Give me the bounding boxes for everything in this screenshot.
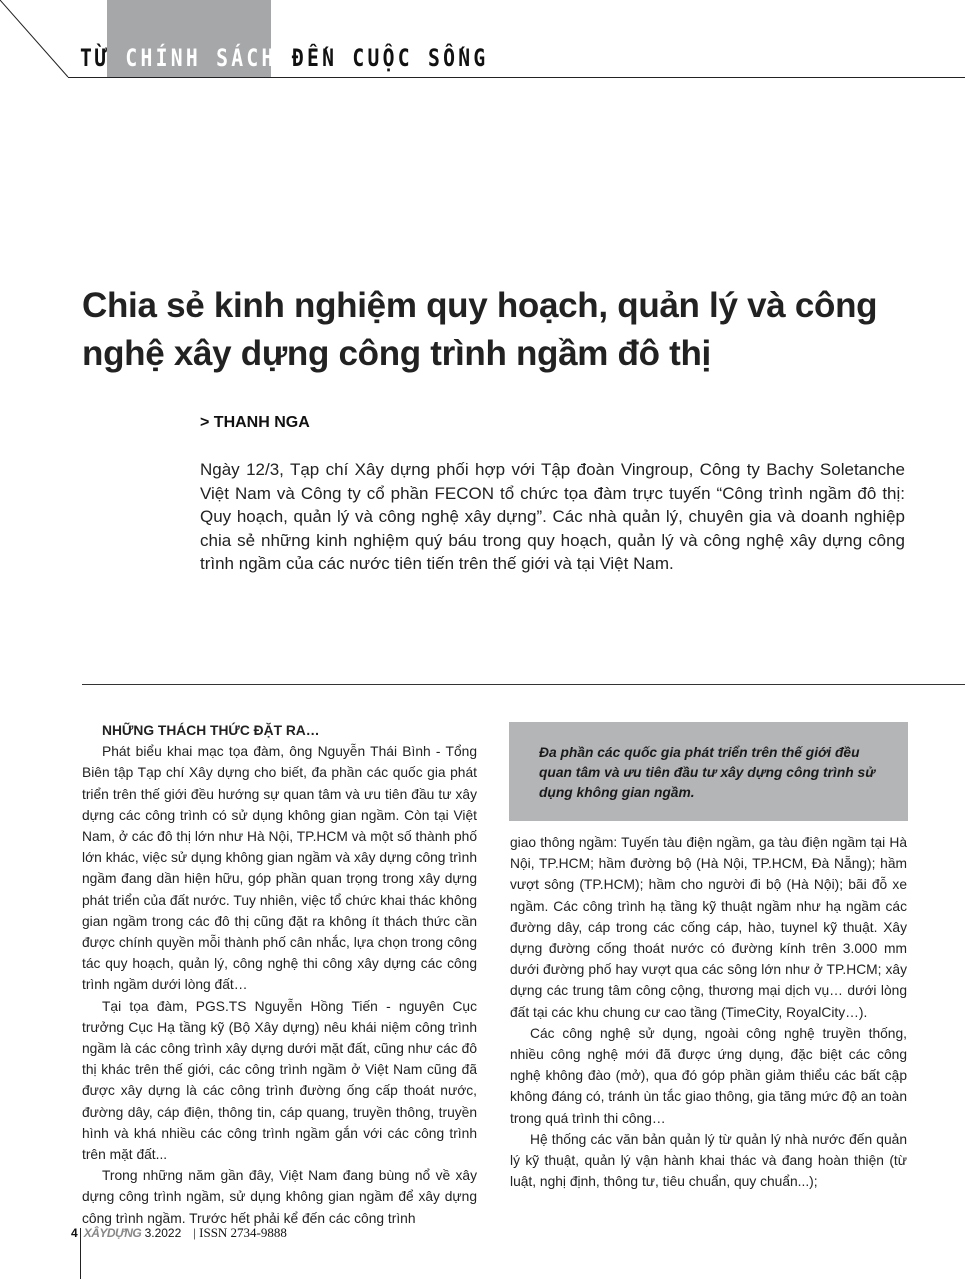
section-pre: TỪ	[80, 44, 111, 72]
subheading: NHỮNG THÁCH THỨC ĐẶT RA…	[102, 723, 320, 738]
paragraph: Phát biểu khai mạc tọa đàm, ông Nguyễn Thái Bình - Tổng Biên tập Tạp chí Xây dựng cho biết, đa phần các quốc gia phát triển trên thế giới đều hướng sự quan tâm và ưu tiên đầu tư xây dựng các công trình có sử dụng không gian ngầm. Còn tại Việt Nam, ở các đô thị lớn như Hà Nội, TP.HCM và một số thành phố lớn khác, việc sử dụng không gian ngầm và xây dựng công trình ngầm đang dần hiện hữu, góp phần quan trọng trong xây dựng phát triển của đất nước. Tuy nhiên, việc tổ chức khai thác không gian ngầm trong các đô thị cũng đặt ra không ít thách thức cần được chính quyền mỗi thành phố cân nhắc, lựa chọn trong công tác quy hoạch, quản lý, công nghệ thi công xây dựng các công trình ngầm dưới lòng đất…	[82, 744, 477, 993]
issn: | ISSN 2734-9888	[193, 1225, 287, 1240]
header-diagonal-line	[0, 0, 70, 80]
pull-quote: Đa phần các quốc gia phát triển trên thế giới đều quan tâm và ưu tiên đầu tư xây dựng công trình sử dụng không gian ngầm.	[509, 722, 908, 821]
paragraph: Các công nghệ sử dụng, ngoài công nghệ truyền thống, nhiều công nghệ mới đã được ứng dụng, đặc biệt các công nghệ không đào (mở), qua đó góp phần giảm thiểu các bất cập không đáng có, tránh ùn tắc giao thông, gia tăng mức độ an toàn trong quá trình thi công…	[510, 1025, 907, 1126]
right-column	[510, 832, 907, 1192]
paragraph: Hệ thống các văn bản quản lý từ quản lý nhà nước đến quản lý kỹ thuật, quản lý vận hành khai thác và đang hoàn thiện (từ luật, nghị định, thông tư, tiêu chuẩn, quy chuẩn...);	[510, 1131, 907, 1190]
section-label	[80, 44, 488, 72]
divider	[82, 684, 965, 685]
section-post: ĐẾN CUỘC SỐNG	[291, 44, 489, 72]
issue-date: 3.2022	[144, 1226, 182, 1240]
footer	[71, 1225, 287, 1241]
paragraph: giao thông ngầm: Tuyến tàu điện ngầm, ga tàu điện ngầm tại Hà Nội, TP.HCM; hầm đường bộ (Hà Nội, TP.HCM, Đà Nẵng); hầm vượt sông (TP.HCM); hầm cho người đi bộ (Hà Nội); bãi đỗ xe ngầm. Các công trình hạ tầng kỹ thuật ngầm như hạ ngầm các đường dây, cáp trong các cống cáp, hào, tuynel kỹ thuật. Xây dựng đường cống thoát nước có đường kính trên 3.000 mm dưới đường phố hay vượt qua các sông lớn như ở TP.HCM; xây dựng các trung tâm công cộng, thương mại dịch vụ… dưới lòng đất tại các khu chung cư cao tầng (TimeCity, RoyalCity…).	[510, 835, 907, 1020]
paragraph: Trong những năm gần đây, Việt Nam đang bùng nổ về xây dựng công trình ngầm, sử dụng không gian ngầm để xây dựng công trình ngầm. Trước hết phải kể đến các công trình	[82, 1168, 477, 1226]
article-author: > THANH NGA	[200, 414, 310, 431]
article-title: Chia sẻ kinh nghiệm quy hoạch, quản lý và công nghệ xây dựng công trình ngầm đô thị	[82, 286, 878, 373]
page-number: 4	[71, 1226, 78, 1240]
header-rule	[68, 77, 965, 78]
left-column	[82, 720, 477, 1229]
magazine-logo: XÂYDỰNG	[83, 1226, 142, 1240]
article-lead: Ngày 12/3, Tạp chí Xây dựng phối hợp với Tập đoàn Vingroup, Công ty Bachy Soletanche Việt Nam và Công ty cổ phần FECON tổ chức tọa đàm trực tuyến “Công trình ngầm đô thị: Quy hoạch, quản lý và công nghệ xây dựng”. Các nhà quản lý, chuyên gia và doanh nghiệp chia sẻ những kinh nghiệm quý báu trong quy hoạch, quản lý và công nghệ xây dựng công trình ngầm của các nước tiên tiến trên thế giới và tại Việt Nam.	[200, 460, 905, 573]
paragraph: Tại tọa đàm, PGS.TS Nguyễn Hồng Tiến - nguyên Cục trưởng Cục Hạ tầng kỹ (Bộ Xây dựng) nêu khái niệm công trình ngầm là các công trình xây dựng dưới mặt đất, cũng như các đô thị khác trên thế giới, các công trình ngầm ở Việt Nam cũng đã được xây dựng là các công trình đường ống cấp thoát nước, đường dây, cáp điện, thông tin, cáp quang, truyền thông, truyền hình và khá nhiều các công trình ngầm gắn với các công trình trên mặt đất...	[82, 998, 477, 1163]
section-highlight: CHÍNH SÁCH	[125, 44, 277, 72]
